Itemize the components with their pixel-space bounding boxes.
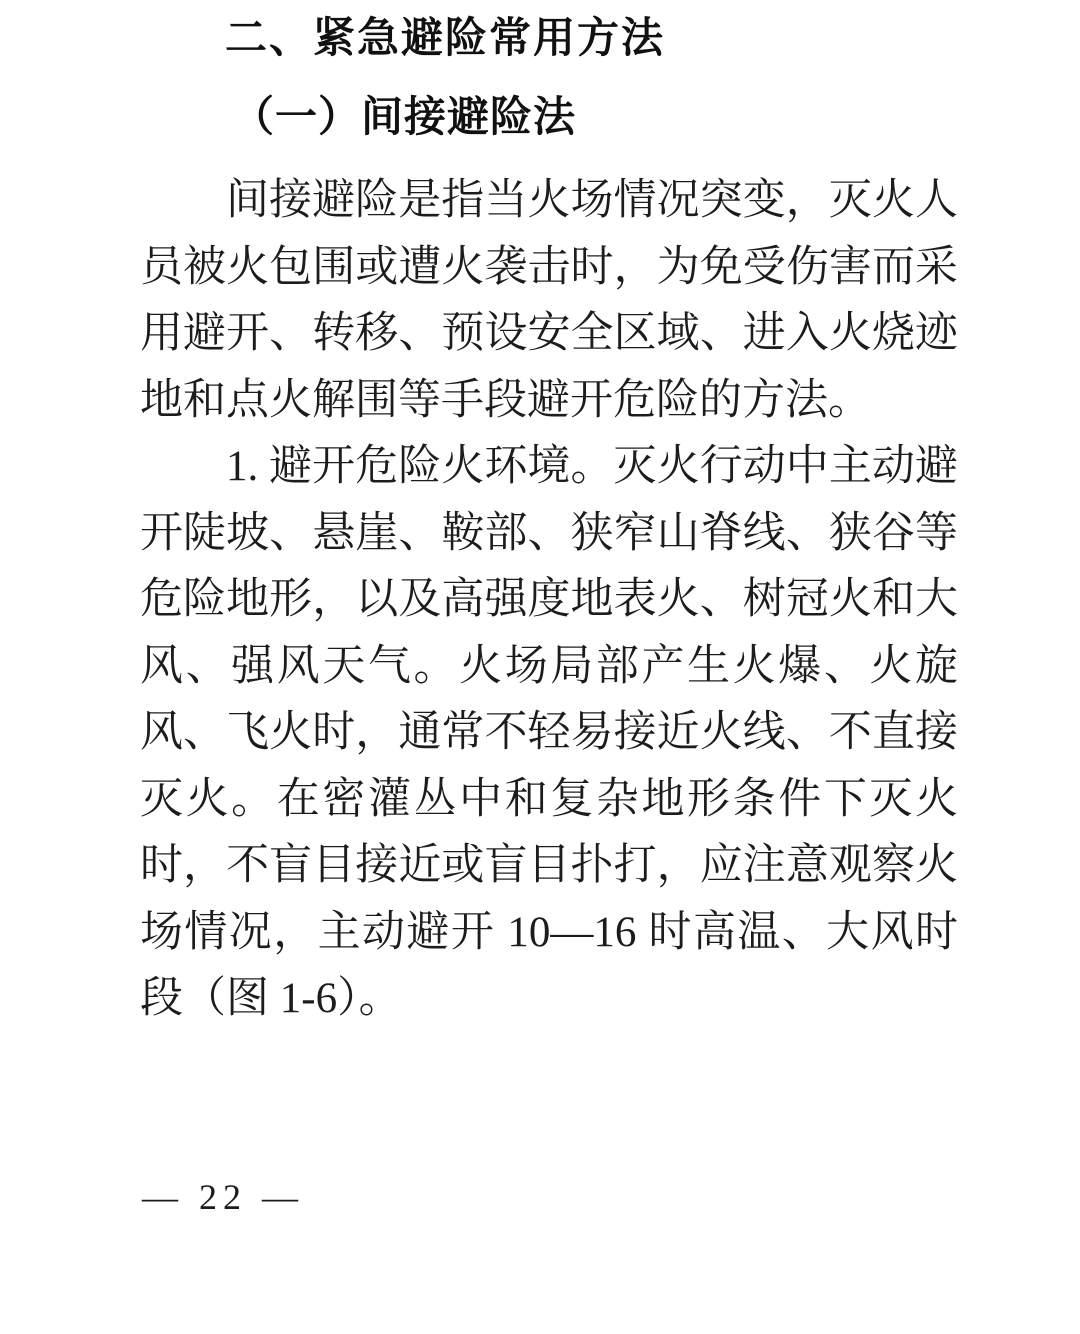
page-content bbox=[140, 14, 958, 1033]
subsection-heading: （一）间接避险法 bbox=[232, 95, 577, 141]
section-heading: 二、紧急避险常用方法 bbox=[225, 14, 666, 61]
body-text bbox=[140, 168, 958, 1033]
paragraph-2: 1. 避开危险火环境。灭火行动中主动避开陡坡、悬崖、鞍部、狭窄山脊线、狭谷等危险地形，以及高强度地表火、树冠火和大风、强风天气。火场局部产生火爆、火旋风、飞火时，通常不轻易接近火线、不直接灭火。在密灌丛中和复杂地形条件下灭火时，不盲目接近或盲目扑打，应注意观察火场情况，主动避开 10—16 时高温、大风时段（图 1-6）。 bbox=[140, 443, 958, 1022]
paragraph-1: 间接避险是指当火场情况突变，灭火人员被火包围或遭火袭击时，为免受伤害而采用避开、转移、预设安全区域、进入火烧迹地和点火解围等手段避开危险的方法。 bbox=[140, 177, 958, 424]
page-number: — 22 — bbox=[142, 1177, 304, 1217]
